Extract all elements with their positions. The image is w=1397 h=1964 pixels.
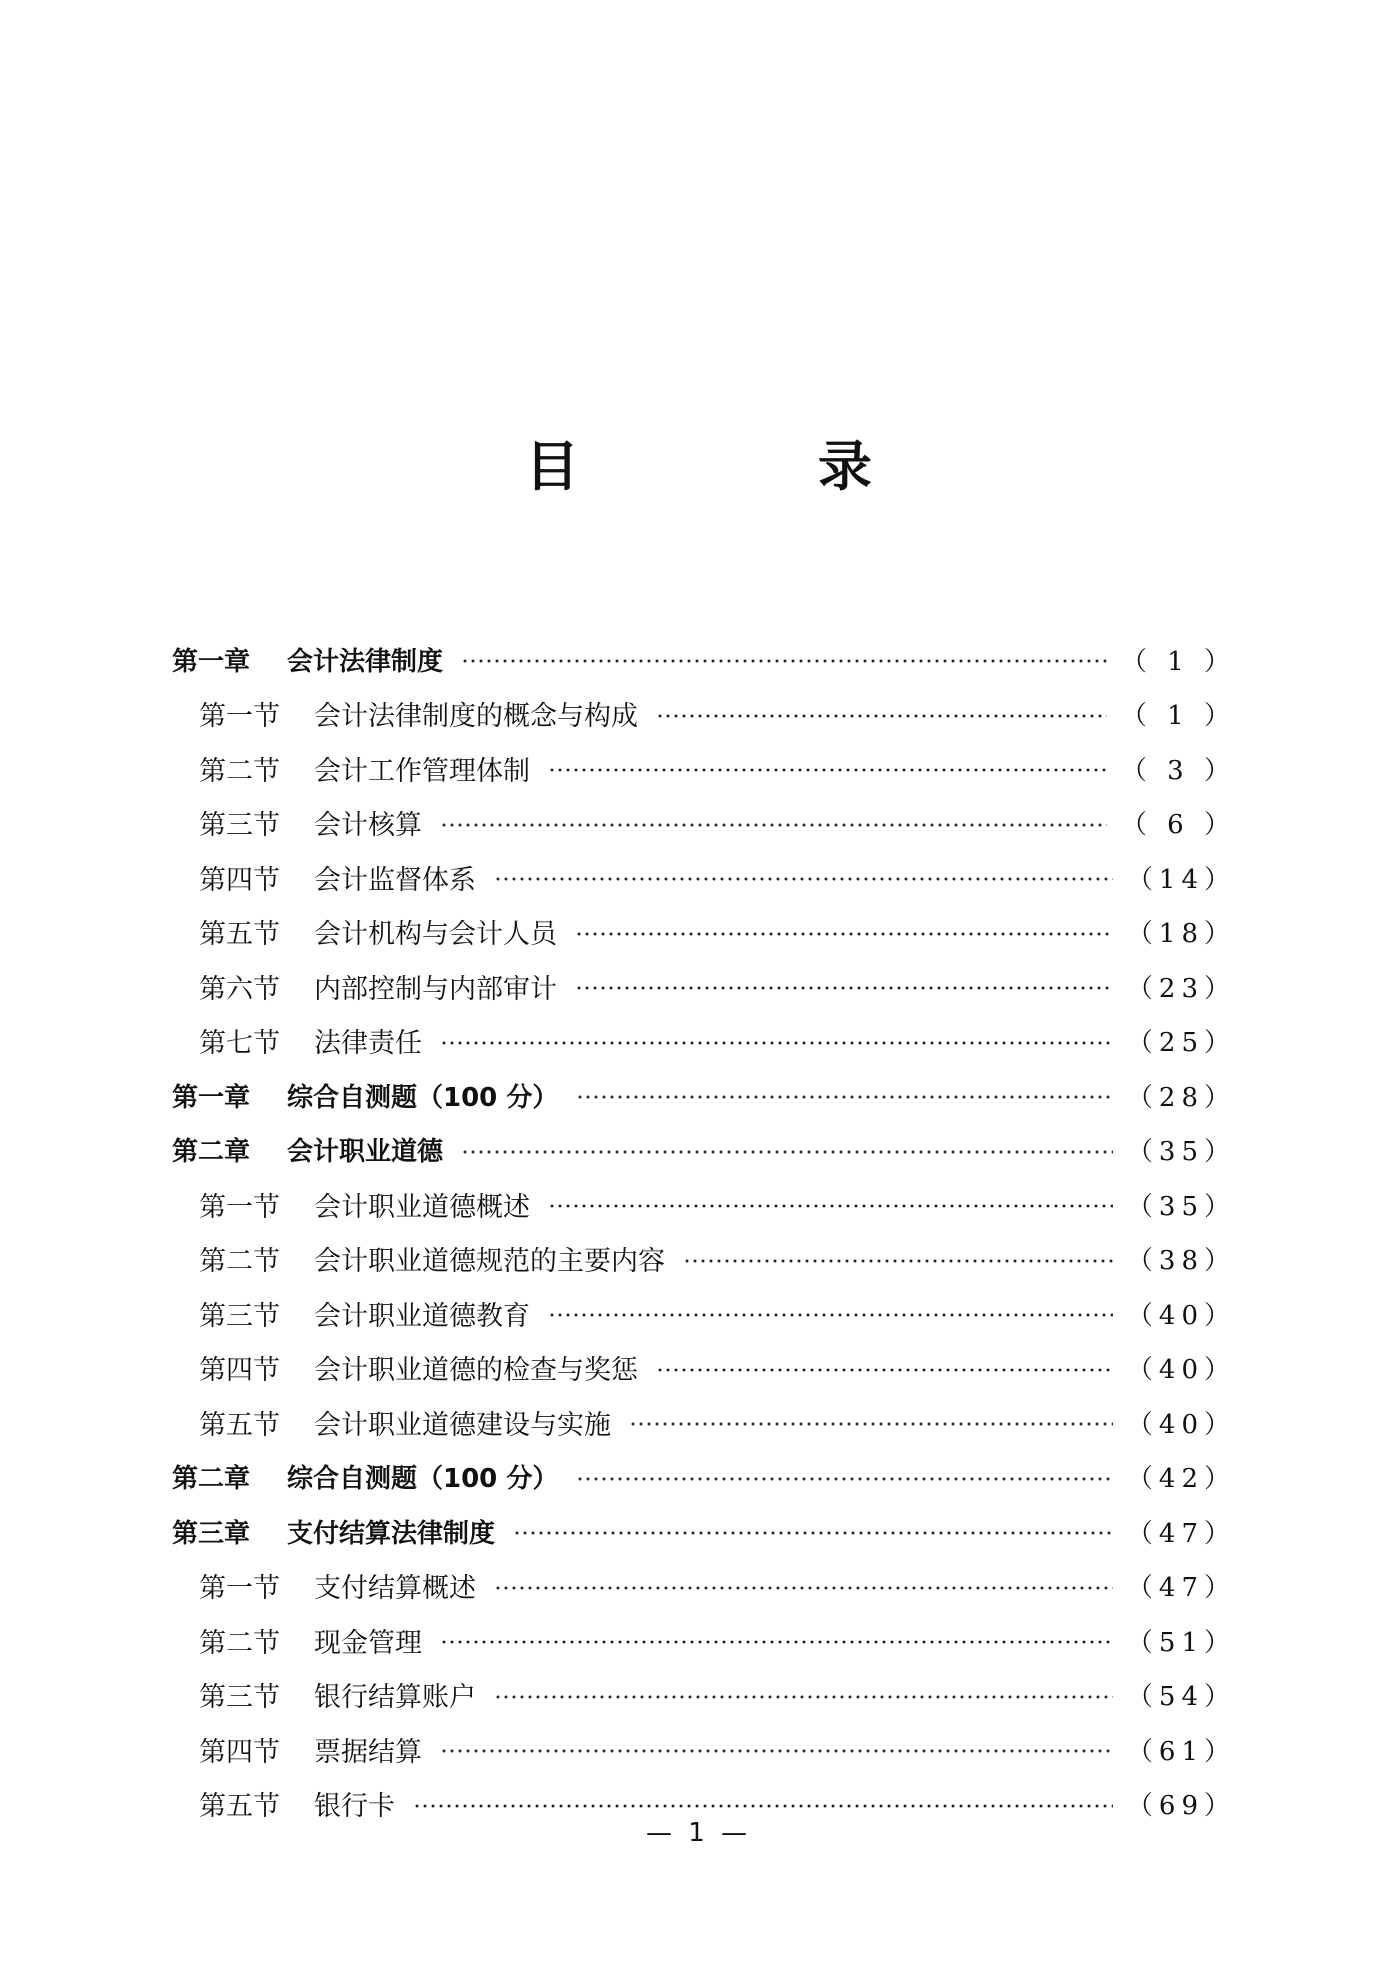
toc-section-entry[interactable] — [172, 1559, 1236, 1614]
toc-page-number: （40） — [1126, 1300, 1236, 1331]
toc-section-entry[interactable] — [172, 1395, 1236, 1450]
dot-leader — [440, 1639, 1113, 1645]
toc-entry-title: 内部控制与内部审计 — [314, 973, 557, 1005]
toc-section-entry[interactable] — [172, 1722, 1236, 1777]
toc-page-number: （40） — [1126, 1355, 1236, 1386]
toc-entry-number: 第一章 — [172, 1082, 251, 1113]
toc-entry-title: 会计法律制度的概念与构成 — [314, 701, 638, 733]
toc-entry-number: 第五节 — [199, 1409, 280, 1441]
toc-entry-number: 第二节 — [199, 1627, 280, 1659]
dot-leader — [575, 931, 1113, 937]
toc-entry-number: 第七节 — [199, 1028, 280, 1060]
toc-section-entry[interactable] — [172, 1232, 1236, 1287]
toc-entry-title: 会计职业道德教育 — [314, 1300, 530, 1332]
toc-chapter-entry[interactable] — [172, 1123, 1236, 1178]
dot-leader — [576, 1094, 1113, 1100]
toc-entry-title: 会计职业道德的检查与奖惩 — [314, 1355, 638, 1387]
toc-entry-number: 第二章 — [172, 1464, 251, 1495]
dot-leader — [548, 1312, 1113, 1318]
toc-entry-number: 第二节 — [199, 1246, 280, 1278]
toc-page-number: （28） — [1126, 1082, 1236, 1113]
toc-page-number: （54） — [1126, 1682, 1236, 1713]
toc-page-number: （47） — [1126, 1573, 1236, 1604]
toc-entry-number: 第三节 — [199, 1682, 280, 1714]
dot-leader — [440, 1040, 1113, 1046]
toc-entry-number: 第三章 — [172, 1518, 251, 1549]
toc-entry-number: 第一章 — [172, 646, 251, 677]
toc-entry-title: 支付结算法律制度 — [287, 1518, 496, 1549]
dot-leader — [513, 1530, 1113, 1536]
toc-page-number: （51） — [1126, 1627, 1236, 1658]
toc-entry-title: 现金管理 — [314, 1627, 422, 1659]
toc-chapter-entry[interactable] — [172, 632, 1236, 687]
toc-entry-title: 会计工作管理体制 — [314, 755, 530, 787]
toc-entry-number: 第五节 — [199, 919, 280, 951]
toc-page-number: （18） — [1126, 919, 1236, 950]
dot-leader — [683, 1258, 1113, 1264]
toc-entry-title: 票据结算 — [314, 1736, 422, 1768]
toc-entry-title: 会计职业道德 — [287, 1137, 444, 1168]
toc-entry-number: 第一节 — [199, 1573, 280, 1605]
dot-leader — [461, 1149, 1113, 1155]
dot-leader — [576, 1476, 1113, 1482]
dot-leader — [494, 876, 1113, 882]
toc-entry-number: 第二节 — [199, 755, 280, 787]
toc-entry-title: 法律责任 — [314, 1028, 422, 1060]
dot-leader — [575, 985, 1113, 991]
toc-entry-number: 第三节 — [199, 1300, 280, 1332]
toc-entry-number: 第四节 — [199, 1736, 280, 1768]
toc-chapter-entry[interactable] — [172, 1450, 1236, 1505]
toc-section-entry[interactable] — [172, 1613, 1236, 1668]
toc-entry-title: 会计职业道德概述 — [314, 1191, 530, 1223]
toc-page-number: （ 3 ） — [1120, 755, 1236, 786]
toc-section-entry[interactable] — [172, 1668, 1236, 1723]
dot-leader — [494, 1694, 1113, 1700]
toc-page-number: （25） — [1126, 1028, 1236, 1059]
toc-section-entry[interactable] — [172, 1014, 1236, 1069]
toc-section-entry[interactable] — [172, 1177, 1236, 1232]
toc-page-number: （23） — [1126, 973, 1236, 1004]
toc-section-entry[interactable] — [172, 905, 1236, 960]
toc-section-entry[interactable] — [172, 687, 1236, 742]
dot-leader — [461, 658, 1107, 664]
dot-leader — [548, 1203, 1113, 1209]
dot-leader — [440, 822, 1107, 828]
toc-section-entry[interactable] — [172, 959, 1236, 1014]
dot-leader — [494, 1585, 1113, 1591]
toc-page-number: （ 6 ） — [1120, 810, 1236, 841]
dot-leader — [656, 1367, 1113, 1373]
toc-entry-title: 会计监督体系 — [314, 864, 476, 896]
toc-entry-number: 第三节 — [199, 810, 280, 842]
toc-page-number: （ 1 ） — [1120, 701, 1236, 732]
toc-entry-title: 会计职业道德建设与实施 — [314, 1409, 611, 1441]
toc-entry-title: 会计职业道德规范的主要内容 — [314, 1246, 665, 1278]
toc-chapter-entry[interactable] — [172, 1068, 1236, 1123]
toc-entry-title: 综合自测题（100 分） — [287, 1464, 559, 1495]
toc-entry-number: 第四节 — [199, 1355, 280, 1387]
toc-section-entry[interactable] — [172, 1286, 1236, 1341]
toc-page-number: （14） — [1126, 864, 1236, 895]
dot-leader — [656, 713, 1107, 719]
toc-entry-number: 第四节 — [199, 864, 280, 896]
dot-leader — [440, 1748, 1113, 1754]
toc-entry-number: 第五节 — [199, 1791, 280, 1823]
toc-section-entry[interactable] — [172, 796, 1236, 851]
toc-section-entry[interactable] — [172, 1341, 1236, 1396]
toc-entry-number: 第一节 — [199, 701, 280, 733]
toc-entry-title: 会计法律制度 — [287, 646, 444, 677]
toc-entry-title: 会计机构与会计人员 — [314, 919, 557, 951]
toc-page-number: （42） — [1126, 1464, 1236, 1495]
toc-chapter-entry[interactable] — [172, 1504, 1236, 1559]
toc-entry-number: 第二章 — [172, 1137, 251, 1168]
toc-page-number: （61） — [1126, 1736, 1236, 1767]
toc-entry-title: 支付结算概述 — [314, 1573, 476, 1605]
dot-leader — [413, 1803, 1113, 1809]
table-of-contents — [172, 632, 1236, 1831]
page-number-footer: — 1 — — [645, 1818, 752, 1848]
toc-page-number: （35） — [1126, 1137, 1236, 1168]
toc-entry-number: 第一节 — [199, 1191, 280, 1223]
toc-page-number: （69） — [1126, 1791, 1236, 1822]
toc-page-number: （35） — [1126, 1191, 1236, 1222]
dot-leader — [548, 767, 1107, 773]
toc-entry-title: 综合自测题（100 分） — [287, 1082, 559, 1113]
toc-entry-title: 银行结算账户 — [314, 1682, 476, 1714]
page-title: 目 录 — [525, 435, 982, 498]
toc-entry-title: 银行卡 — [314, 1791, 395, 1823]
toc-entry-number: 第六节 — [199, 973, 280, 1005]
toc-page-number: （38） — [1126, 1246, 1236, 1277]
dot-leader — [629, 1421, 1113, 1427]
toc-page-number: （47） — [1126, 1518, 1236, 1549]
toc-page-number: （ 1 ） — [1120, 646, 1236, 677]
toc-section-entry[interactable] — [172, 741, 1236, 796]
toc-entry-title: 会计核算 — [314, 810, 422, 842]
toc-page-number: （40） — [1126, 1409, 1236, 1440]
toc-section-entry[interactable] — [172, 850, 1236, 905]
